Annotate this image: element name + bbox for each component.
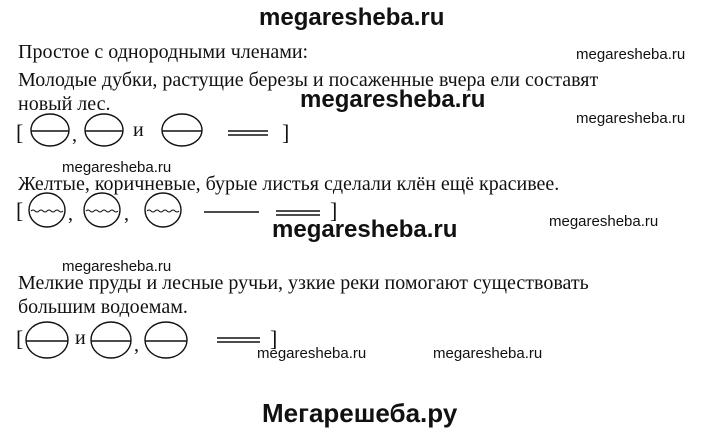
scheme-1-comma: , xyxy=(72,124,77,146)
scheme-3-close-bracket: ] xyxy=(270,326,278,351)
scheme-2 xyxy=(16,193,337,227)
sentence-1-line-2: новый лес. xyxy=(18,93,111,115)
scheme-3-circle-2 xyxy=(91,322,131,358)
sentence-2: Желтые, коричневые, бурые листья сделали клён ещё красивее. xyxy=(18,173,560,195)
sentence-3-line-2: большим водоемам. xyxy=(18,296,188,318)
watermark-small: megaresheba.ru xyxy=(576,46,686,63)
watermark-small: megaresheba.ru xyxy=(433,345,543,362)
watermark-mid: megaresheba.ru xyxy=(272,216,458,243)
watermark-small: megaresheba.ru xyxy=(62,159,172,176)
scheme-2-close-bracket: ] xyxy=(330,198,338,223)
watermark-mid: megaresheba.ru xyxy=(300,86,486,113)
scheme-1-circle-1 xyxy=(31,114,69,146)
scheme-1-open-bracket: [ xyxy=(16,120,24,145)
scheme-3-and: и xyxy=(75,327,86,349)
watermark-small: megaresheba.ru xyxy=(62,258,172,275)
scheme-2-comma-2: , xyxy=(124,203,129,225)
watermark-small: megaresheba.ru xyxy=(576,110,686,127)
sentence-3-line-1: Мелкие пруды и лесные ручьи, узкие реки помогают существовать xyxy=(18,272,589,294)
sentence-1-line-1: Молодые дубки, растущие березы и посаженные вчера ели составят xyxy=(18,69,599,91)
scheme-2-comma-1: , xyxy=(68,203,73,225)
watermark-top: megaresheba.ru xyxy=(259,4,445,31)
scheme-1-and: и xyxy=(133,119,144,141)
heading-text: Простое с однородными членами: xyxy=(18,41,309,63)
watermark-small: megaresheba.ru xyxy=(257,345,367,362)
scheme-3 xyxy=(16,322,277,358)
watermark-bottom: Мегарешеба.ру xyxy=(262,398,458,428)
scheme-2-open-bracket: [ xyxy=(16,198,24,223)
scheme-1-close-bracket: ] xyxy=(282,120,290,145)
scheme-1 xyxy=(16,114,289,146)
scheme-1-circle-3 xyxy=(162,114,202,146)
watermark-small: megaresheba.ru xyxy=(549,213,659,230)
scheme-1-circle-2 xyxy=(85,114,123,146)
scheme-3-circle-3 xyxy=(145,322,187,358)
scheme-3-open-bracket: [ xyxy=(16,326,24,351)
scheme-3-circle-1 xyxy=(26,322,68,358)
scheme-3-comma: , xyxy=(134,334,139,356)
